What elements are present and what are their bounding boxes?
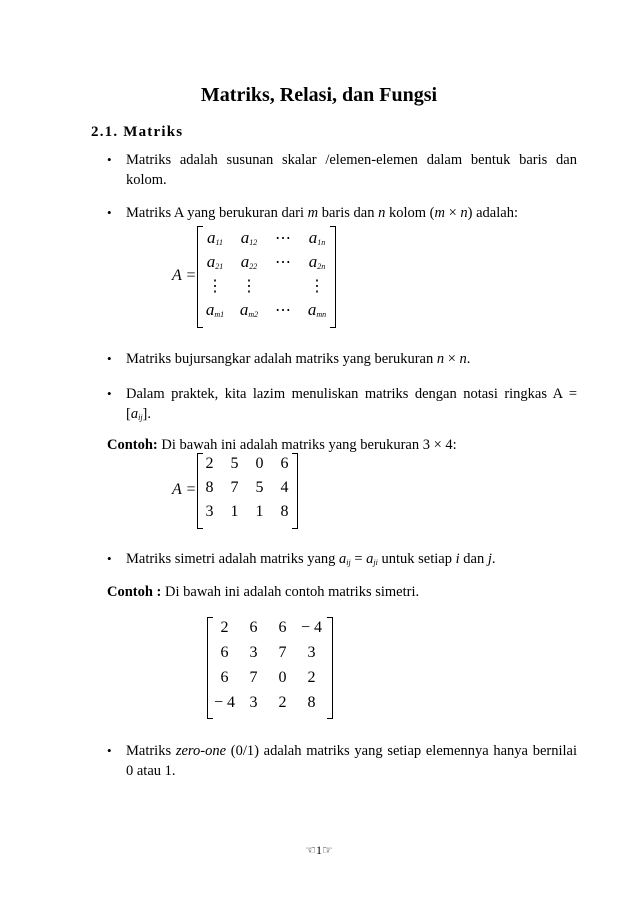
example-label: Contoh : xyxy=(107,584,162,600)
matrix-cell: ⋮ xyxy=(207,278,223,295)
example-1-intro xyxy=(107,437,457,454)
matrix-cell: 8 xyxy=(205,479,214,496)
matrix-cell: 2 xyxy=(307,669,316,686)
matrix-cell: 5 xyxy=(255,479,264,496)
page-footer xyxy=(0,843,638,858)
matrix-cell: 4 xyxy=(280,479,289,496)
page-number: 1 xyxy=(316,843,322,857)
section-heading: 2.1. Matriks xyxy=(91,124,184,140)
bullet-text: Matriks simetri adalah matriks yang $a_{ij} = a_{ji}$ untuk setiap i dan j. xyxy=(126,551,496,567)
matrix-cell: $a_{1n}$ xyxy=(308,228,326,247)
matrix-cell: 7 xyxy=(249,669,258,686)
bullet-text: Matriks adalah susunan skalar /elemen-elemen dalam bentuk baris dan kolom. xyxy=(126,152,577,188)
right-bracket xyxy=(327,617,333,719)
matrix-cell: 6 xyxy=(220,669,229,686)
bullet-icon: • xyxy=(107,386,112,401)
matrix-cell: 1 xyxy=(230,503,239,520)
bullet-icon: • xyxy=(107,152,112,167)
bullet-item xyxy=(107,384,577,428)
bullet-icon: • xyxy=(107,351,112,366)
matrix-cell: 3 xyxy=(249,644,258,661)
matrix-cell: 5 xyxy=(230,455,239,472)
example-text: Di bawah ini adalah matriks yang berukuran 3 × 4: xyxy=(161,437,457,453)
matrix-cell: ⋯ xyxy=(275,254,291,271)
matrix-cell: 6 xyxy=(280,455,289,472)
matrix-cell: − 4 xyxy=(300,619,323,636)
matrix-cell: 0 xyxy=(278,669,287,686)
matrix-cell: 8 xyxy=(280,503,289,520)
bullet-item xyxy=(107,203,577,223)
bullet-icon: • xyxy=(107,743,112,758)
matrix-cell: 3 xyxy=(307,644,316,661)
left-hand-icon: ☜ xyxy=(305,843,316,857)
bullet-item xyxy=(107,741,577,781)
bullet-icon: • xyxy=(107,551,112,566)
page-title: Matriks, Relasi, dan Fungsi xyxy=(200,84,438,106)
matrix-cell: 1 xyxy=(255,503,264,520)
matrix-cell: $a_{22}$ xyxy=(240,252,258,271)
example-text: Di bawah ini adalah contoh matriks simetri. xyxy=(165,584,420,600)
matrix-cell: 6 xyxy=(220,644,229,661)
matrix-cell: 2 xyxy=(278,694,287,711)
matrix-cell: $a_{12}$ xyxy=(240,228,258,247)
matrix-cell: ⋮ xyxy=(309,278,325,295)
example-label: Contoh: xyxy=(107,437,158,453)
matrix-cell: 7 xyxy=(230,479,239,496)
bullet-item xyxy=(107,349,577,369)
bullet-text: Dalam praktek, kita lazim menuliskan matriks dengan notasi ringkas $A = [a_{ij}]$. xyxy=(126,386,577,422)
matrix-cell: 6 xyxy=(278,619,287,636)
matrix-cell: $a_{21}$ xyxy=(206,252,224,271)
matrix-cell: $a_{m2}$ xyxy=(239,300,259,319)
matrix-lhs: A = xyxy=(172,481,197,498)
matrix-cell: ⋯ xyxy=(275,230,291,247)
matrix-cell: 7 xyxy=(278,644,287,661)
matrix-cell: $a_{11}$ xyxy=(207,228,223,247)
matrix-cell: ⋯ xyxy=(275,302,291,319)
matrix-cell: − 4 xyxy=(213,694,236,711)
matrix-cell: 2 xyxy=(220,619,229,636)
matrix-lhs: A = xyxy=(172,267,197,284)
matrix-cell: 8 xyxy=(307,694,316,711)
bullet-text: Matriks zero-one (0/1) adalah matriks yang setiap elemennya hanya bernilai 0 atau 1. xyxy=(126,743,577,779)
bullet-icon: • xyxy=(107,205,112,220)
bullet-text: Matriks bujursangkar adalah matriks yang berukuran n × n. xyxy=(126,351,471,367)
matrix-cell: $a_{m1}$ xyxy=(205,300,225,319)
bullet-item xyxy=(107,150,577,190)
right-hand-icon: ☞ xyxy=(322,843,333,857)
matrix-cell: 6 xyxy=(249,619,258,636)
bullet-text: Matriks A yang berukuran dari m baris dan n kolom (m × n) adalah: xyxy=(126,205,518,221)
bullet-item xyxy=(107,549,577,573)
matrix-cell: ⋮ xyxy=(241,278,257,295)
matrix-cell: $a_{mn}$ xyxy=(307,300,327,319)
matrix-cell: $a_{2n}$ xyxy=(308,252,326,271)
matrix-cell: 3 xyxy=(205,503,214,520)
matrix-cell: 0 xyxy=(255,455,264,472)
matrix-cell: 2 xyxy=(205,455,214,472)
example-2-intro xyxy=(107,584,419,601)
matrix-cell: 3 xyxy=(249,694,258,711)
